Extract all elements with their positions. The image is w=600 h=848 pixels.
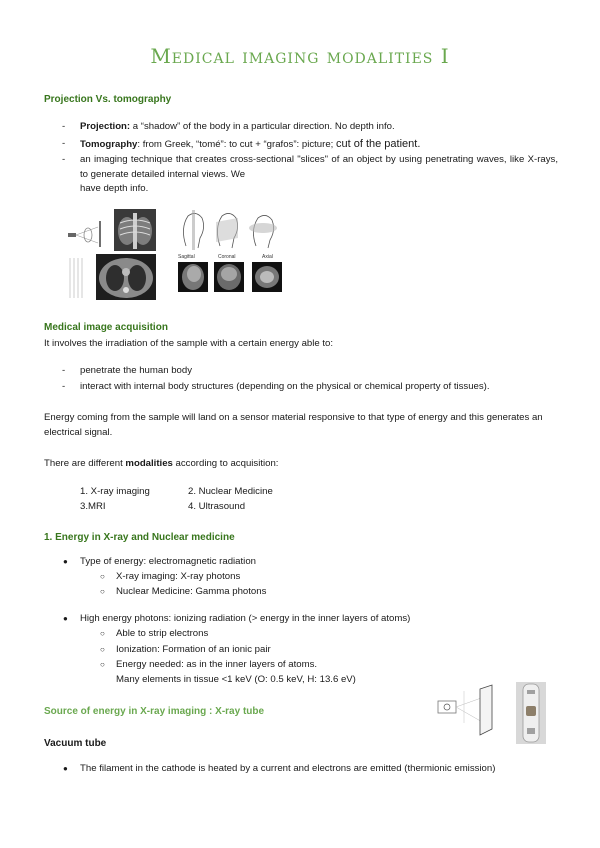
dot-bullet: ● (63, 614, 68, 623)
modality-nuclear: 2. Nuclear Medicine (188, 486, 273, 497)
chest-xray-image (114, 209, 156, 251)
sagittal-head-drawing (178, 208, 208, 252)
page-title: Medical imaging modalities I (150, 44, 450, 68)
label-sagittal: Sagittal (178, 254, 195, 260)
modalities-sentence: There are different modalities according to acquisition: (44, 458, 279, 469)
sub-energy-needed: Energy needed: as in the inner layers of atoms. (116, 659, 318, 670)
subheading-vacuum-tube: Vacuum tube (44, 738, 107, 749)
bullet-interact: interact with internal body structures (depending on the physical or chemical property of tissues). (80, 381, 490, 392)
label-axial: Axial (262, 254, 273, 260)
acquisition-intro: It involves the irradiation of the sample with a certain energy able to: (44, 338, 334, 349)
label-coronal: Coronal (218, 254, 236, 260)
modality-xray: 1. X-ray imaging (80, 486, 150, 497)
xray-setup-diagram (434, 683, 504, 743)
ct-chest-image (96, 254, 156, 300)
sub-strip-electrons: Able to strip electrons (116, 628, 209, 639)
dot-bullet: ● (63, 764, 68, 773)
modality-mri: 3.MRI (80, 501, 106, 512)
dash-bullet: - (62, 121, 66, 132)
axial-scan-image (252, 262, 282, 292)
section-heading-acquisition: Medical image acquisition (44, 322, 168, 333)
circle-bullet: ○ (100, 572, 105, 581)
dash-bullet: - (62, 154, 66, 165)
coronal-head-drawing (212, 208, 242, 252)
circle-bullet: ○ (100, 629, 105, 638)
dash-bullet: - (62, 381, 66, 392)
bullet-projection: Projection: a “shadow” of the body in a particular direction. No depth info. (80, 121, 395, 132)
sagittal-scan-image (178, 262, 208, 292)
section-heading-projection: Projection Vs. tomography (44, 94, 172, 105)
modality-ultrasound: 4. Ultrasound (188, 501, 246, 512)
lines-diagram (64, 254, 94, 300)
coronal-scan-image (214, 262, 244, 292)
circle-bullet: ○ (100, 660, 105, 669)
bullet-type-of-energy: Type of energy: electromagnetic radiation (80, 556, 256, 567)
bullet-penetrate: penetrate the human body (80, 365, 193, 376)
sub-ionization: Ionization: Formation of an ionic pair (116, 644, 271, 655)
circle-bullet: ○ (100, 645, 105, 654)
energy-paragraph: Energy coming from the sample will land on a sensor material responsive to that type of energy and this generates an electrical signal. (44, 412, 543, 438)
sub-gamma-photons: Nuclear Medicine: Gamma photons (116, 586, 267, 597)
dot-bullet: ● (63, 557, 68, 566)
section-heading-source: Source of energy in X-ray imaging : X-ray tube (44, 706, 265, 717)
axial-head-drawing (246, 208, 280, 252)
xray-tube-photo (516, 682, 546, 744)
bullet-high-energy: High energy photons: ionizing radiation (> energy in the inner layers of atoms) (80, 613, 411, 624)
dash-bullet: - (62, 365, 66, 376)
bullet-imaging-technique: an imaging technique that creates cross-sectional "slices" of an object by using penetrating waves, like X-rays, to generate detailed internal views. We have depth info. (80, 154, 558, 194)
projection-diagram (64, 215, 110, 251)
dash-bullet: - (62, 138, 66, 149)
bullet-filament: The filament in the cathode is heated by a current and electrons are emitted (thermionic emission) (80, 763, 496, 774)
circle-bullet: ○ (100, 587, 105, 596)
sub-energy-needed-cont: Many elements in tissue <1 keV (O: 0.5 keV, H: 13.6 eV) (116, 674, 356, 685)
bullet-tomography: Tomography: from Greek, “tomé”: to cut + “grafos”: picture; cut of the patient. (80, 138, 421, 150)
section-heading-energy: 1. Energy in X-ray and Nuclear medicine (44, 532, 235, 543)
sub-xray-photons: X-ray imaging: X-ray photons (116, 571, 241, 582)
